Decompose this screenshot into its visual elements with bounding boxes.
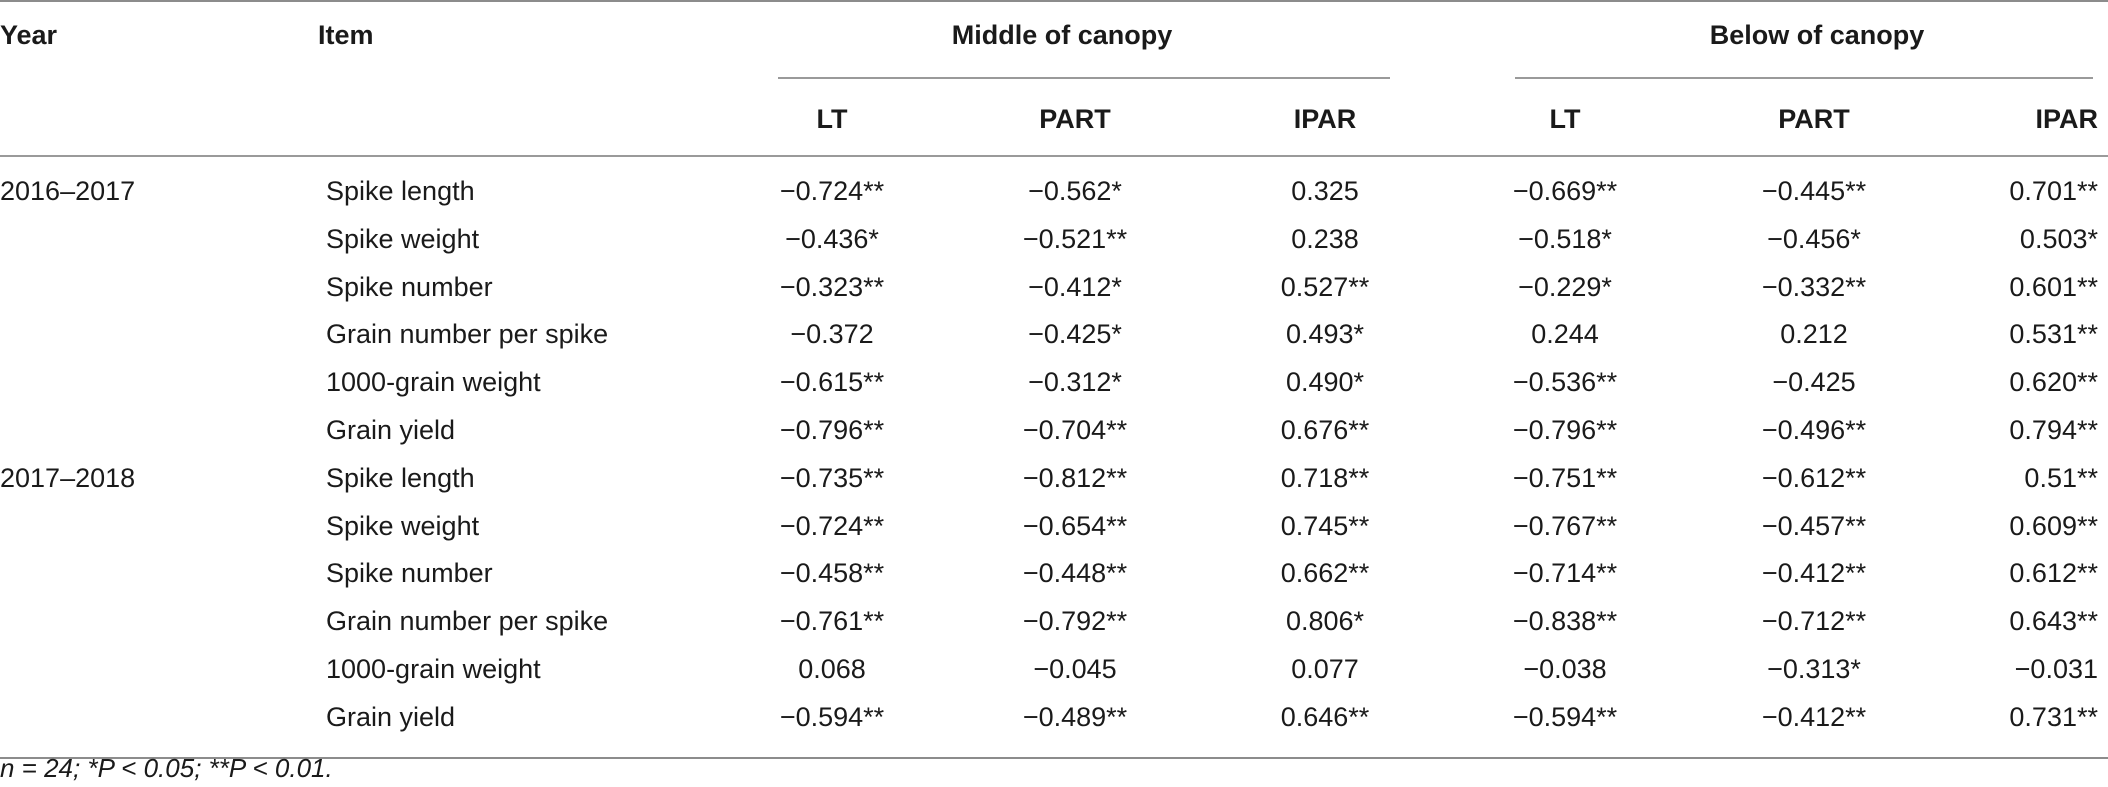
table-top-rule: [0, 0, 2108, 2]
value-cell: −0.594**: [1512, 701, 1618, 732]
value-cell: −0.792**: [1022, 606, 1128, 637]
value-cell: −0.436*: [785, 223, 879, 254]
value-cell: 0.620**: [2009, 367, 2098, 398]
row-item: Spike weight: [326, 223, 480, 254]
row-item: 1000-grain weight: [326, 654, 541, 684]
row-item: Spike number: [326, 271, 493, 302]
value-cell: −0.412**: [1761, 701, 1867, 732]
value-cell: −0.615**: [779, 367, 885, 398]
value-cell: −0.456*: [1767, 223, 1861, 254]
value-cell: 0.609**: [2009, 510, 2098, 541]
row-item: Spike length: [326, 176, 475, 206]
value-cell: −0.654**: [1022, 510, 1128, 541]
value-cell: −0.712**: [1761, 606, 1867, 637]
group-rule-below: [1515, 77, 2093, 79]
value-cell: −0.521**: [1022, 223, 1128, 254]
value-cell: −0.838**: [1512, 606, 1618, 637]
value-cell: −0.457**: [1761, 510, 1867, 541]
value-cell: −0.425*: [1028, 319, 1122, 350]
group-rule-middle: [778, 77, 1390, 79]
value-cell: −0.796**: [1512, 415, 1618, 445]
value-cell: 0.531**: [2009, 319, 2098, 350]
value-cell: −0.761**: [779, 606, 885, 637]
value-cell: −0.372: [790, 319, 874, 350]
value-cell: −0.724**: [779, 510, 885, 541]
value-cell: −0.767**: [1512, 510, 1618, 541]
value-cell: −0.031: [2014, 654, 2098, 684]
value-cell: −0.704**: [1022, 415, 1128, 445]
row-item: Grain yield: [326, 701, 456, 732]
value-cell: −0.594**: [779, 701, 885, 732]
value-cell: 0.701**: [2009, 176, 2098, 206]
value-cell: 0.077: [1291, 654, 1359, 684]
row-item: Spike number: [326, 558, 493, 589]
value-cell: 0.643**: [2009, 606, 2098, 637]
subheader-part-below: PART: [1778, 104, 1850, 134]
row-item: Spike length: [326, 462, 475, 493]
row-item: Grain yield: [326, 415, 456, 445]
value-cell: −0.669**: [1512, 176, 1618, 206]
value-cell: −0.496**: [1761, 415, 1867, 445]
subheader-ipar-middle: IPAR: [1293, 104, 1357, 134]
value-cell: 0.612**: [2009, 558, 2098, 589]
value-cell: −0.796**: [779, 415, 885, 445]
value-cell: 0.731**: [2009, 701, 2098, 732]
value-cell: −0.536**: [1512, 367, 1618, 398]
value-cell: −0.518*: [1518, 223, 1612, 254]
value-cell: −0.332**: [1761, 271, 1867, 302]
value-cell: 0.527**: [1280, 271, 1370, 302]
value-cell: −0.612**: [1761, 462, 1867, 493]
value-cell: −0.714**: [1512, 558, 1618, 589]
row-item: 1000-grain weight: [326, 367, 541, 398]
value-cell: −0.458**: [779, 558, 885, 589]
value-cell: −0.045: [1033, 654, 1117, 684]
value-cell: −0.229*: [1518, 271, 1612, 302]
row-item: Grain number per spike: [326, 319, 609, 350]
table-footnote: n = 24; *P < 0.05; **P < 0.01.: [0, 753, 333, 783]
value-cell: −0.735**: [779, 462, 885, 493]
value-cell: 0.493*: [1285, 319, 1365, 350]
row-item: Grain number per spike: [326, 606, 609, 637]
value-cell: −0.489**: [1022, 701, 1128, 732]
value-cell: −0.751**: [1512, 462, 1618, 493]
value-cell: −0.445**: [1761, 176, 1867, 206]
value-cell: −0.724**: [779, 176, 885, 206]
value-cell: 0.745**: [1280, 510, 1370, 541]
value-cell: −0.323**: [779, 271, 885, 302]
header-below-of-canopy: Below of canopy: [1709, 20, 1925, 50]
value-cell: 0.238: [1291, 223, 1359, 254]
value-cell: 0.325: [1291, 176, 1359, 206]
value-cell: −0.412*: [1028, 271, 1122, 302]
value-cell: −0.312*: [1028, 367, 1122, 398]
header-item: Item: [318, 20, 374, 50]
value-cell: −0.812**: [1022, 462, 1128, 493]
value-cell: −0.562*: [1028, 176, 1122, 206]
header-bottom-rule: [0, 155, 2108, 157]
subheader-lt-middle: LT: [816, 104, 848, 134]
value-cell: 0.503*: [2019, 223, 2098, 254]
value-cell: −0.448**: [1022, 558, 1128, 589]
subheader-ipar-below: IPAR: [2035, 104, 2098, 134]
value-cell: 0.212: [1780, 319, 1848, 350]
header-year: Year: [0, 20, 58, 50]
value-cell: 0.794**: [2009, 415, 2098, 445]
value-cell: −0.425: [1772, 367, 1856, 398]
value-cell: −0.038: [1523, 654, 1607, 684]
value-cell: 0.718**: [1280, 462, 1370, 493]
value-cell: 0.676**: [1280, 415, 1370, 445]
value-cell: −0.412**: [1761, 558, 1867, 589]
row-year: 2016–2017: [0, 176, 136, 206]
value-cell: 0.662**: [1280, 558, 1370, 589]
subheader-part-middle: PART: [1039, 104, 1111, 134]
value-cell: 0.490*: [1285, 367, 1365, 398]
subheader-lt-below: LT: [1549, 104, 1581, 134]
row-item: Spike weight: [326, 510, 480, 541]
value-cell: 0.068: [798, 654, 866, 684]
value-cell: 0.51**: [2024, 462, 2098, 493]
row-year: 2017–2018: [0, 462, 136, 493]
value-cell: 0.244: [1531, 319, 1599, 350]
value-cell: 0.601**: [2009, 271, 2098, 302]
header-middle-of-canopy: Middle of canopy: [951, 20, 1173, 50]
value-cell: 0.646**: [1280, 701, 1370, 732]
value-cell: 0.806*: [1285, 606, 1365, 637]
value-cell: −0.313*: [1767, 654, 1861, 684]
